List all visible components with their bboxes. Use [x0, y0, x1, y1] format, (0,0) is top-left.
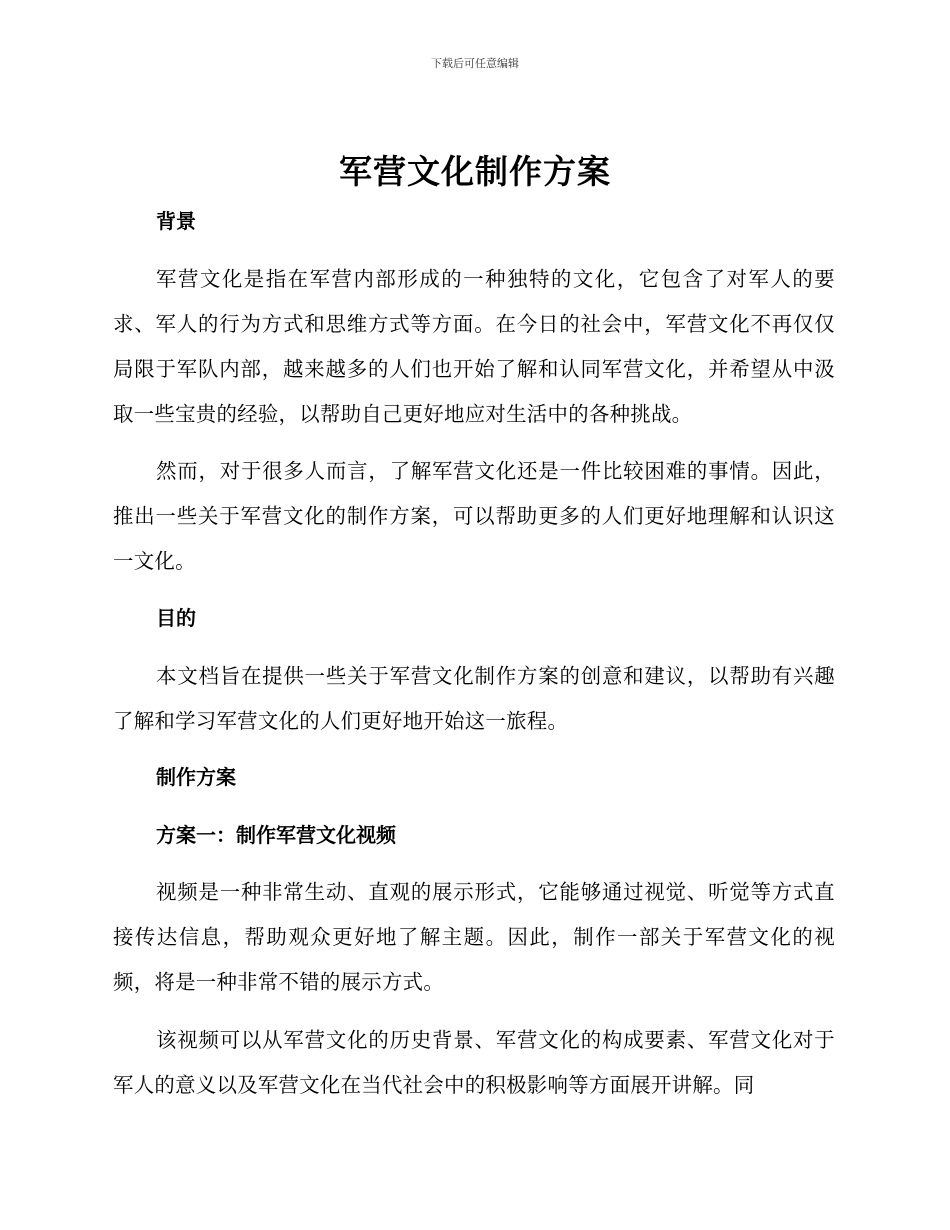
paragraph-background-2: 然而，对于很多人而言，了解军营文化还是一件比较困难的事情。因此，推出一些关于军营文化的制作方案，可以帮助更多的人们更好地理解和认识这一文化。	[113, 459, 835, 573]
paragraph-plan-one-2: 该视频可以从军营文化的历史背景、军营文化的构成要素、军营文化对于军人的意义以及军营文化在当代社会中的积极影响等方面展开讲解。同	[113, 1028, 835, 1097]
section-heading-plan: 制作方案	[156, 765, 236, 789]
section-heading-background: 背景	[156, 209, 196, 233]
subsection-heading-plan-one: 方案一：制作军营文化视频	[156, 823, 396, 847]
document-title: 军营文化制作方案	[339, 152, 611, 191]
header-note: 下载后可任意编辑	[431, 57, 519, 70]
paragraph-purpose-1: 本文档旨在提供一些关于军营文化制作方案的创意和建议，以帮助有兴趣了解和学习军营文化的人们更好地开始这一旅程。	[113, 664, 835, 733]
paragraph-background-1: 军营文化是指在军营内部形成的一种独特的文化，它包含了对军人的要求、军人的行为方式和思维方式等方面。在今日的社会中，军营文化不再仅仅局限于军队内部，越来越多的人们也开始了解和认同军营文化，并希望从中汲取一些宝贵的经验，以帮助自己更好地应对生活中的各种挑战。	[113, 267, 835, 426]
paragraph-plan-one-1: 视频是一种非常生动、直观的展示形式，它能够通过视觉、听觉等方式直接传达信息，帮助观众更好地了解主题。因此，制作一部关于军营文化的视频，将是一种非常不错的展示方式。	[113, 880, 835, 994]
section-heading-purpose: 目的	[156, 606, 196, 630]
